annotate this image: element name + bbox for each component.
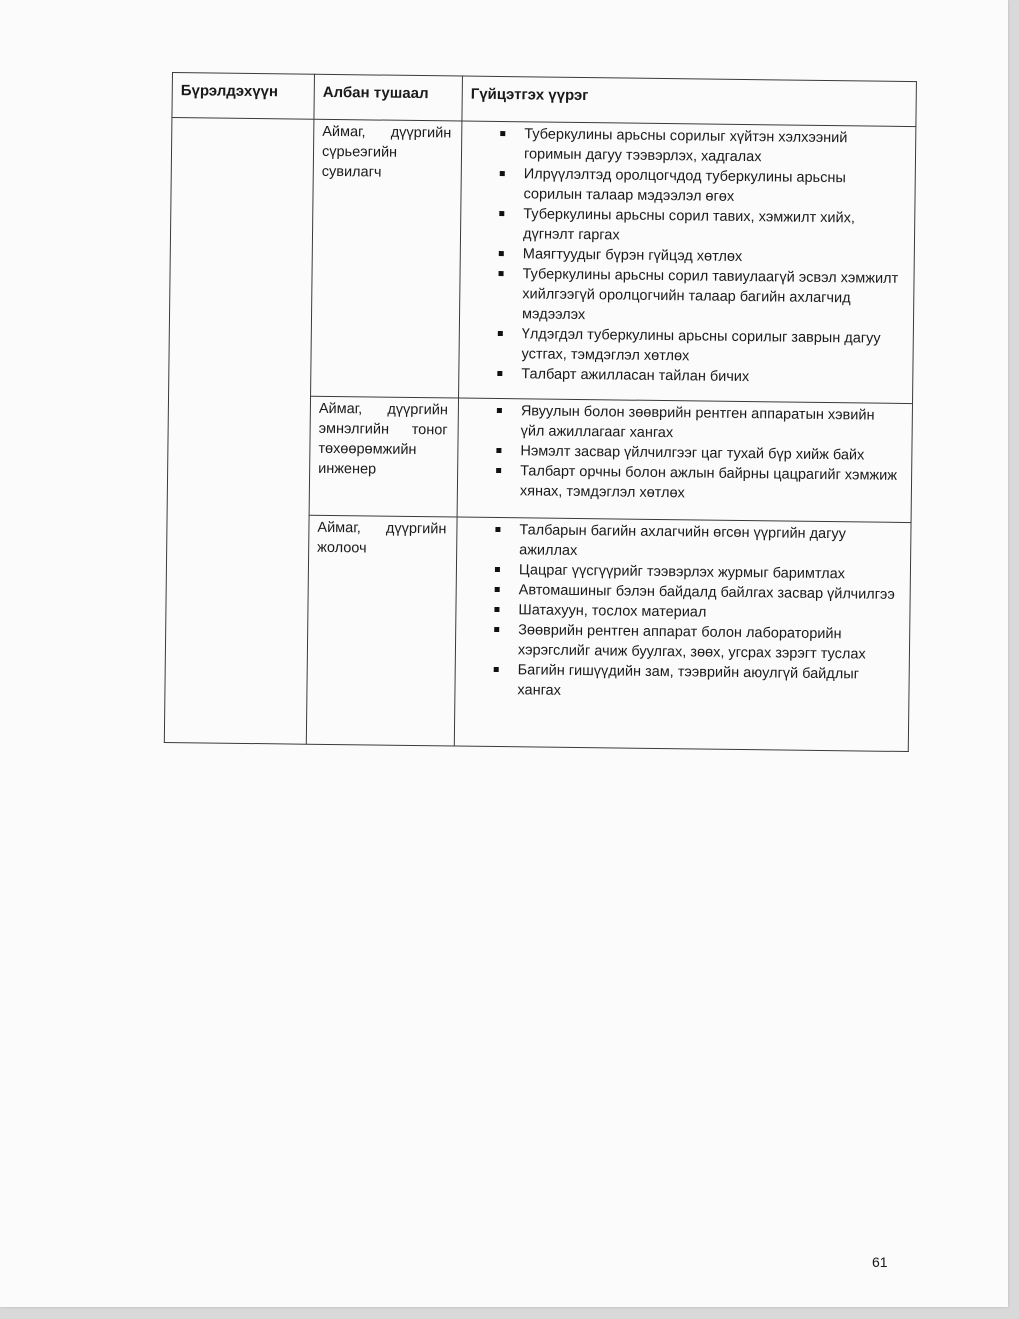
duty-item: Талбарт орчны болон ажлын байрны цацрагийг хэмжиж хянах, тэмдэглэл хөтлөх: [466, 461, 903, 506]
duties-list: [467, 124, 907, 389]
duty-item: Талбарын багийн ахлагчийн өгсөн үүргийн дагуу ажиллах: [465, 520, 902, 565]
component-cell: [164, 118, 314, 745]
duties-cell: [459, 121, 916, 404]
roles-table: [164, 72, 917, 752]
duties-cell: [454, 517, 911, 752]
position-cell: Аймаг, дүүргийн сүрьеэгийн сувилагч: [311, 119, 462, 398]
duty-item: Туберкулины арьсны сорил тавих, хэмжилт хийх, дүгнэлт гаргах: [469, 204, 906, 249]
duties-list: [463, 520, 902, 705]
duties-cell: [457, 398, 912, 523]
duty-item: Цацраг үүсгүүрийг тээвэрлэх журмыг баримтлах: [465, 560, 902, 585]
table-row: [169, 118, 916, 404]
duty-item: Нэмэлт засвар үйлчилгээг цаг тухай бүр хийж байх: [466, 441, 903, 466]
position-cell: Аймаг, дүүргийн жолооч: [306, 515, 457, 746]
duty-item: Илрүүлэлтэд оролцогчдод туберкулины арьсны сорилын талаар мэдээлэл өгөх: [469, 164, 906, 209]
header-component: Бүрэлдэхүүн: [172, 73, 315, 120]
roles-table-wrapper: [164, 72, 916, 752]
header-position: Албан тушаал: [314, 74, 463, 121]
duty-item: Багийн гишүүдийн зам, тээврийн аюулгүй байдлыг хангах: [463, 660, 900, 705]
duty-item: Шатахуун, тослох материал: [464, 600, 901, 625]
duty-item: Автомашиныг бэлэн байдалд байлгах засвар үйлчилгээ: [465, 580, 902, 605]
duty-item: Туберкулины арьсны сорил тавиулаагүй эсвэл хэмжилт хийлгээгүй оролцогчийн талаар багийн ахлагчид мэдээлэх: [468, 264, 906, 329]
duty-item: Явуулын болон зөөврийн рентген аппаратын хэвийн үйл ажиллагааг хангах: [467, 401, 904, 446]
position-cell: Аймаг, дүүргийн эмнэлгийн тоног төхөөрөмжийн инженер: [309, 396, 458, 517]
duty-item: Зөөврийн рентген аппарат болон лабораторийн хэрэгслийг ачиж буулгах, зөөх, угсрах зэрэгт туслах: [464, 620, 901, 665]
duty-item: Үлдэгдэл туберкулины арьсны сорилыг заврын дагуу устгах, тэмдэглэл хөтлөх: [467, 324, 904, 369]
page-number: 61: [872, 1254, 888, 1270]
duty-item: Талбарт ажилласан тайлан бичих: [467, 364, 904, 389]
header-duties: Гүйцэтгэх үүрэг: [462, 76, 917, 127]
duty-item: Туберкулины арьсны сорилыг хүйтэн хэлхээний горимын дагуу тээвэрлэх, хадгалах: [470, 124, 907, 169]
duties-list: [466, 401, 904, 506]
duty-item: Маягтуудыг бүрэн гүйцэд хөтлөх: [469, 244, 906, 269]
